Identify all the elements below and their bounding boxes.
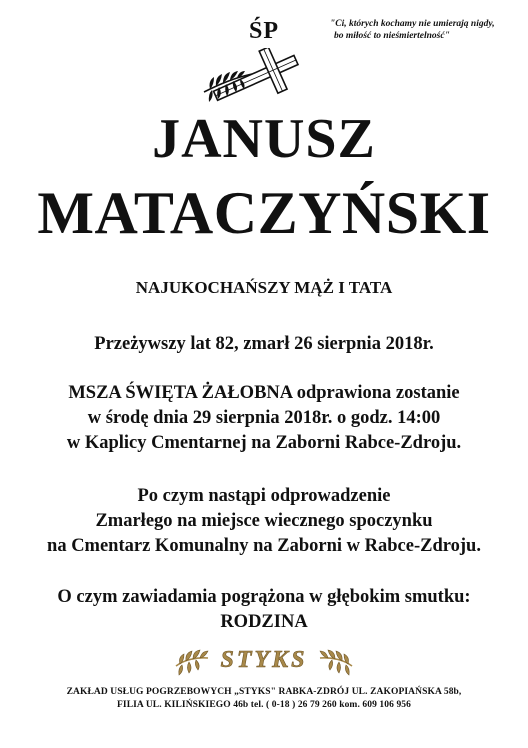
footer-line-2: FILIA UL. KILIŃSKIEGO 46b tel. ( 0-18 ) 26 79 260 kom. 609 106 956	[117, 700, 411, 710]
burial-line-2: Zmarłego na miejsce wiecznego spoczynku	[95, 511, 433, 531]
funeral-mass-details	[0, 381, 528, 456]
cross-with-palm-icon	[198, 48, 308, 106]
burial-line-1: Po czym nastąpi odprowadzenie	[137, 486, 391, 506]
mass-line-3: w Kaplicy Cmentarnej na Zaborni Rabce-Zdroju.	[66, 433, 462, 453]
burial-details	[0, 484, 528, 559]
last-name: MATACZYŃSKI	[37, 180, 491, 246]
footer-line-1: ZAKŁAD USŁUG POGRZEBOWYCH „STYKS" RABKA-ZDRÓJ UL. ZAKOPIAŃSKA 58b,	[66, 687, 462, 697]
mass-title: MSZA ŚWIĘTA ŻAŁOBNA	[68, 383, 293, 403]
family-notice	[0, 585, 528, 635]
mass-line-2: w środę dnia 29 sierpnia 2018r. o godz. 14:00	[87, 408, 441, 428]
first-name: JANUSZ	[152, 108, 376, 170]
mass-line-1-rest: odprawiona zostanie	[292, 383, 460, 403]
funeral-home-footer	[0, 686, 528, 712]
quote-line-2: bo miłość to nieśmiertelność"	[334, 31, 450, 41]
epitaph-quote	[330, 18, 520, 42]
styks-logo-text: STYKS	[220, 647, 308, 673]
sp-heading: ŚP	[248, 18, 279, 44]
mass-line-1	[0, 381, 528, 406]
notice-line: O czym zawiadamia pogrążona w głębokim smutku:	[57, 587, 471, 607]
quote-line-1: "Ci, których kochamy nie umierają nigdy,	[330, 19, 495, 29]
age-and-death-date: Przeżywszy lat 82, zmarł 26 sierpnia 2018r.	[94, 334, 434, 354]
styks-logo	[172, 640, 356, 676]
relation-subtitle: NAJUKOCHAŃSZY MĄŻ I TATA	[135, 278, 393, 297]
family-signature: RODZINA	[220, 612, 308, 632]
burial-line-3: na Cmentarz Komunalny na Zaborni w Rabce-Zdroju.	[47, 536, 481, 556]
